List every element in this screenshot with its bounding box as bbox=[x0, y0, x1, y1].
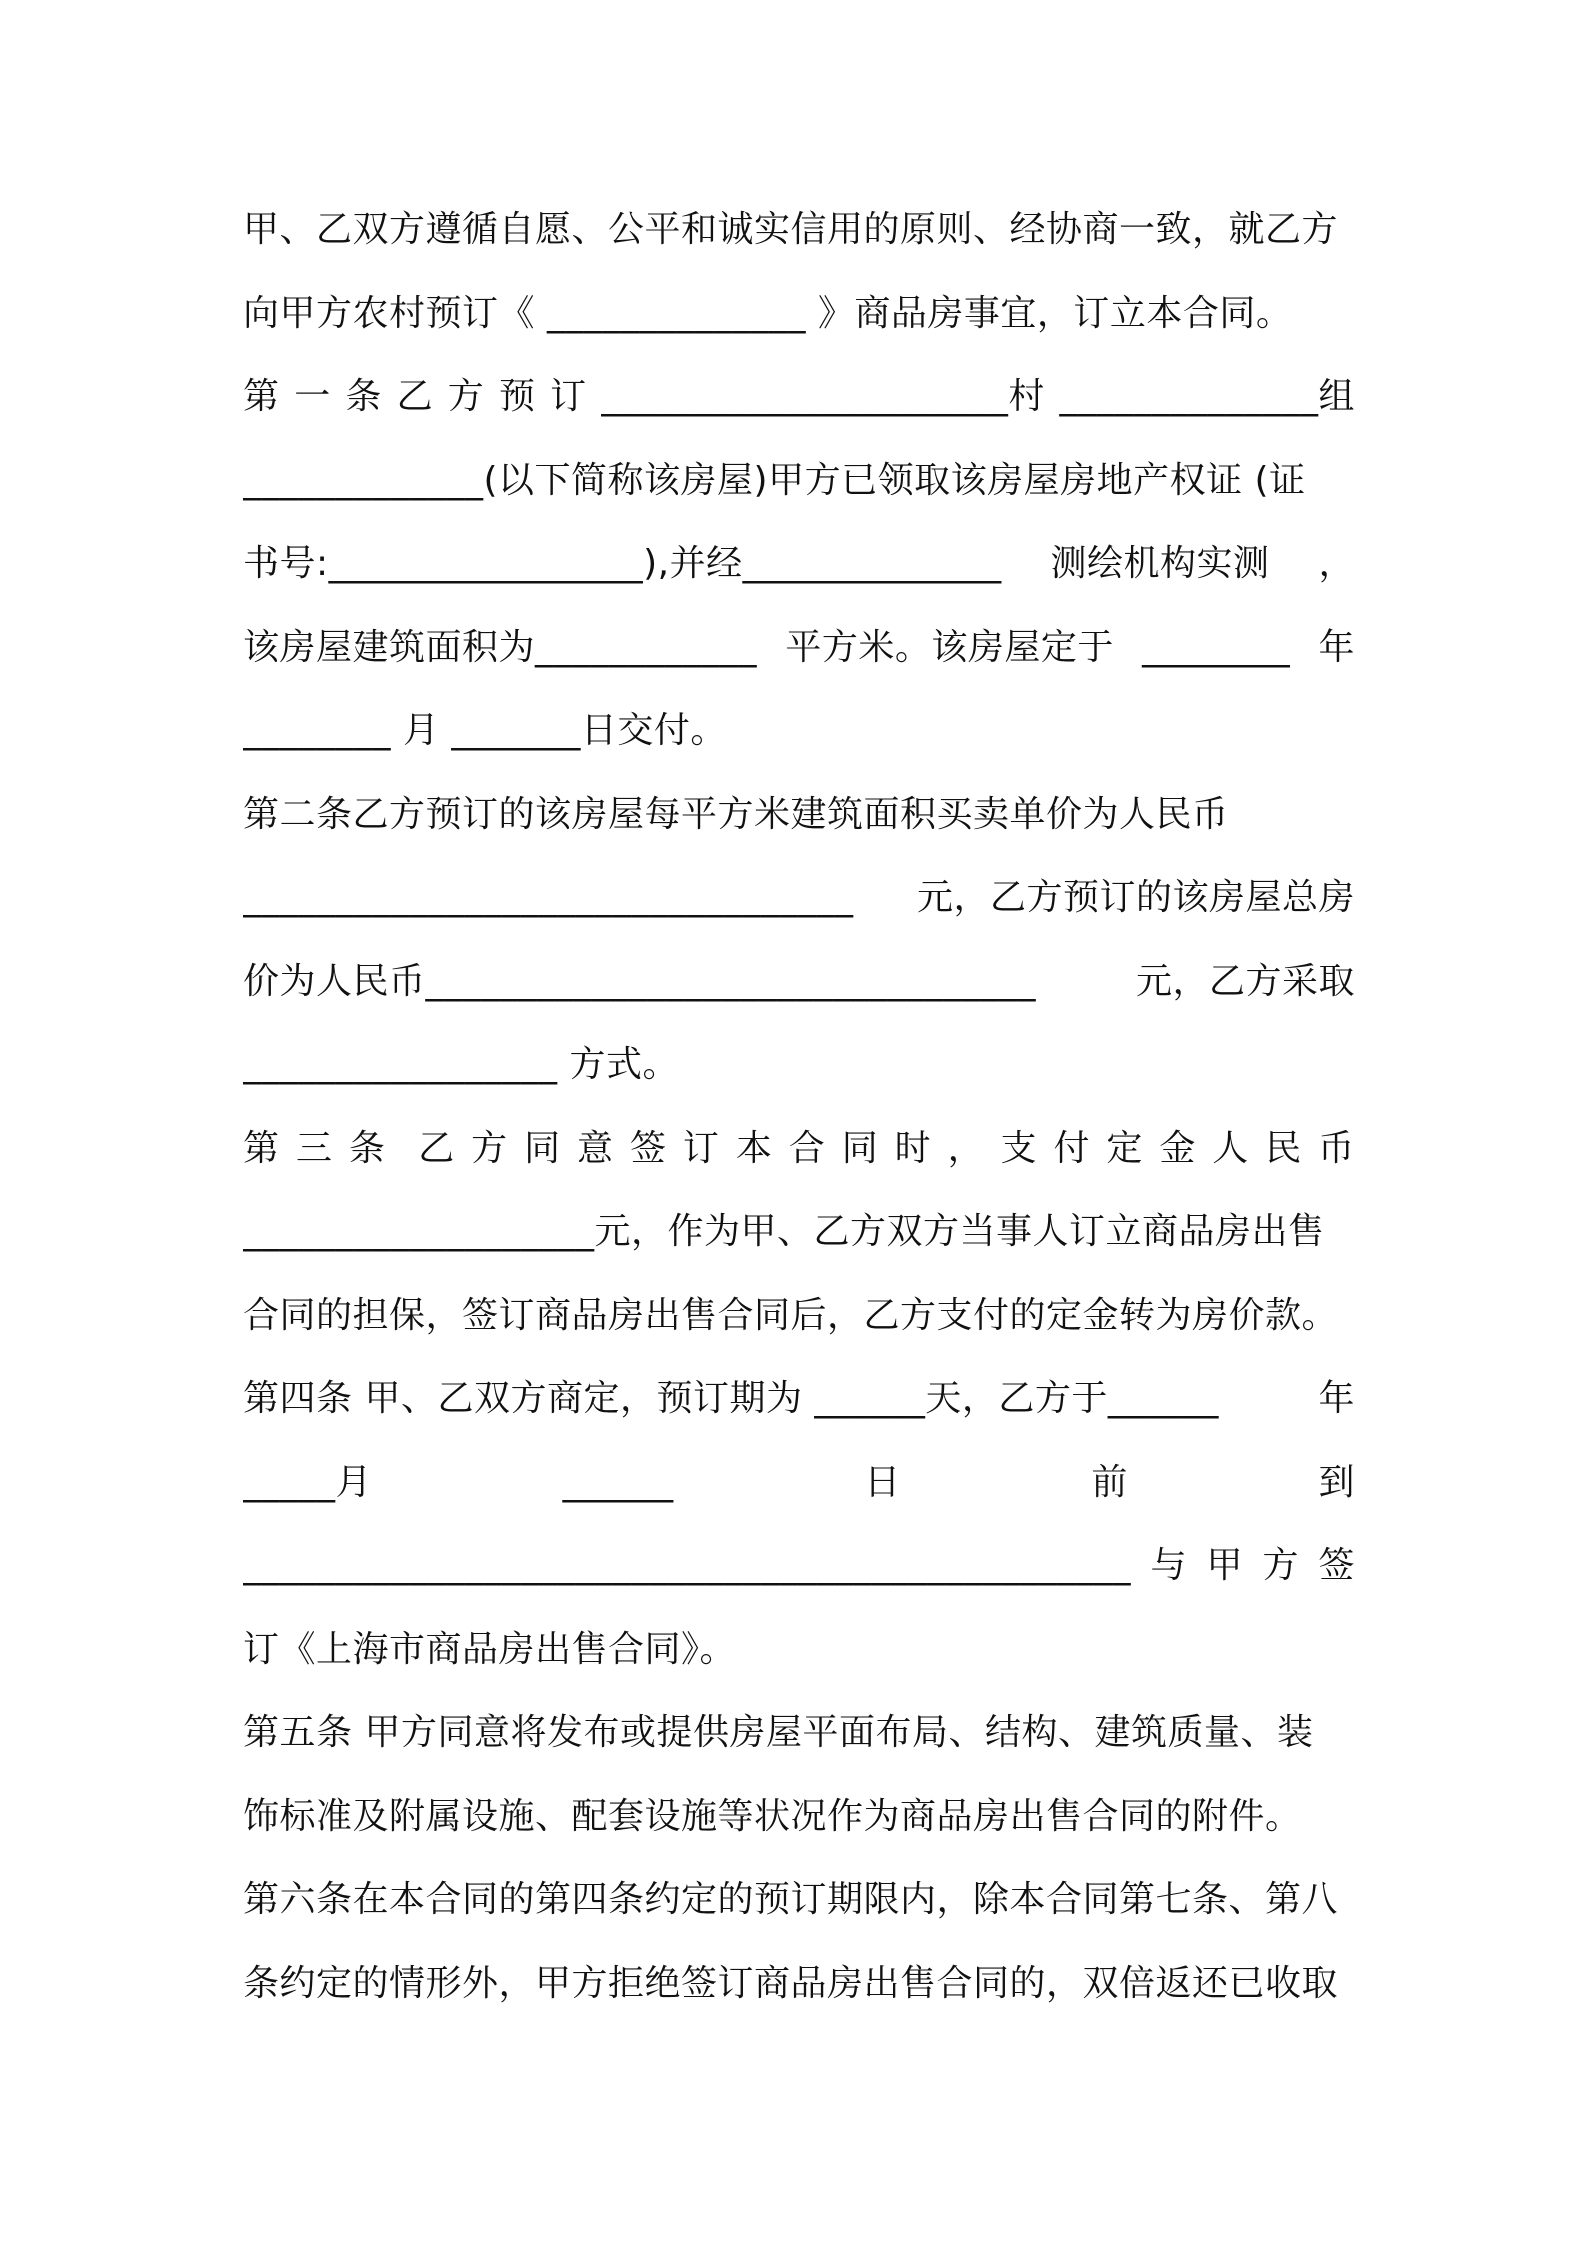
contract-line-segment: 意 bbox=[577, 1128, 614, 1169]
contract-line bbox=[243, 1369, 1355, 1429]
contract-line: 甲、乙双方遵循自愿、公平和诚实信用的原则、经协商一致，就乙方 bbox=[243, 209, 1339, 250]
contract-line: 订《上海市商品房出售合同》。 bbox=[243, 1629, 737, 1670]
contract-line: ___________________元，作为甲、乙方双方当事人订立商品房出售 bbox=[243, 1211, 1325, 1252]
contract-line bbox=[243, 1453, 1355, 1513]
contract-line-segment: 甲 bbox=[1206, 1545, 1243, 1586]
contract-line-segment: 条 bbox=[345, 376, 382, 417]
contract-line-segment: 三 bbox=[295, 1128, 333, 1169]
contract-line bbox=[243, 952, 1355, 1012]
contract-line-segment: 前 bbox=[1091, 1462, 1128, 1503]
contract-line-segment: 一 bbox=[294, 376, 331, 417]
contract-line bbox=[243, 868, 1355, 928]
contract-line-segment: 第 bbox=[243, 1128, 280, 1169]
contract-line-segment: 乙 bbox=[396, 376, 434, 417]
contract-line-segment: 订 bbox=[682, 1128, 720, 1169]
contract-line-segment: 该房屋建筑面积为____________ bbox=[243, 627, 758, 668]
contract-line-segment: ________ bbox=[1142, 627, 1291, 668]
contract-line: _________________ 方式。 bbox=[243, 1044, 679, 1085]
contract-line-segment: 日 bbox=[864, 1462, 901, 1503]
contract-line-segment: 支 bbox=[1000, 1128, 1038, 1169]
contract-line-segment: 签 bbox=[629, 1128, 667, 1169]
contract-line-segment: _____月 bbox=[243, 1462, 373, 1503]
contract-line-segment: 年 bbox=[1318, 1378, 1355, 1419]
contract-line-segment: 合 bbox=[788, 1128, 826, 1169]
contract-line-segment: ， bbox=[947, 1128, 985, 1169]
contract-line-segment: 书号:_________________),并经______________ bbox=[243, 543, 1002, 584]
contract-line-segment: 价为人民币_________________________________ bbox=[243, 961, 1037, 1002]
contract-line-segment: ______ bbox=[562, 1462, 674, 1503]
contract-line-segment: 第四条 甲、乙双方商定，预订期为 ______天，乙方于______ bbox=[243, 1378, 1219, 1419]
contract-line: 饰标准及附属设施、配套设施等状况作为商品房出售合同的附件。 bbox=[243, 1796, 1302, 1837]
contract-line: 第六条在本合同的第四条约定的预订期限内，除本合同第七条、第八 bbox=[243, 1879, 1339, 1920]
contract-line-segment: ______________组 bbox=[1059, 376, 1355, 417]
contract-line-segment: ， bbox=[1318, 543, 1355, 584]
contract-line-segment: 民 bbox=[1265, 1128, 1302, 1169]
contract-line-segment: 定 bbox=[1106, 1128, 1143, 1169]
contract-line-segment: 订 bbox=[550, 376, 587, 417]
contract-line-segment: _________________________________ bbox=[243, 877, 854, 918]
contract-line-segment: 与 bbox=[1150, 1545, 1187, 1586]
contract-line-segment: 本 bbox=[735, 1128, 773, 1169]
contract-line-segment: 付 bbox=[1053, 1128, 1090, 1169]
contract-line-segment: 方 bbox=[447, 376, 485, 417]
contract-line-segment: 方 bbox=[1262, 1545, 1299, 1586]
contract-line-segment: 预 bbox=[498, 376, 536, 417]
contract-line-segment: ________________________________________________ bbox=[243, 1545, 1131, 1586]
contract-line bbox=[243, 367, 1355, 427]
contract-line-segment: 年 bbox=[1318, 627, 1355, 668]
contract-line-segment: 元，乙方预订的该房屋总房 bbox=[916, 877, 1355, 918]
contract-line-segment: 条 bbox=[348, 1128, 386, 1169]
contract-line: 向甲方农村预订《 ______________ 》商品房事宜，订立本合同。 bbox=[243, 293, 1293, 334]
contract-line-segment: 测绘机构实测 bbox=[1050, 543, 1270, 584]
contract-line-segment: ______________________村 bbox=[601, 376, 1045, 417]
contract-line-segment: 人 bbox=[1212, 1128, 1249, 1169]
contract-line-segment: 元，乙方采取 bbox=[1135, 961, 1355, 1002]
contract-line: 合同的担保，签订商品房出售合同后，乙方支付的定金转为房价款。 bbox=[243, 1295, 1339, 1336]
contract-line: _____________(以下简称该房屋)甲方已领取该房屋房地产权证 (证 bbox=[243, 460, 1306, 501]
contract-line-segment: 签 bbox=[1318, 1545, 1355, 1586]
contract-line bbox=[243, 1119, 1355, 1179]
contract-line-segment: 金 bbox=[1159, 1128, 1196, 1169]
contract-line: ________ 月 _______日交付。 bbox=[243, 710, 727, 751]
contract-line-segment: 乙 bbox=[418, 1128, 455, 1169]
contract-line-segment: 第 bbox=[243, 376, 280, 417]
contract-line-segment: 同 bbox=[841, 1128, 879, 1169]
contract-line-segment: 币 bbox=[1318, 1128, 1355, 1169]
contract-line bbox=[243, 1536, 1355, 1596]
contract-line: 条约定的情形外，甲方拒绝签订商品房出售合同的，双倍返还已收取 bbox=[243, 1963, 1339, 2004]
contract-line: 第五条 甲方同意将发布或提供房屋平面布局、结构、建筑质量、装 bbox=[243, 1712, 1314, 1753]
contract-line: 第二条乙方预订的该房屋每平方米建筑面积买卖单价为人民币 bbox=[243, 794, 1229, 835]
contract-line-segment: 平方米。该房屋定于 bbox=[785, 627, 1114, 668]
contract-line bbox=[243, 534, 1355, 594]
contract-line-segment: 到 bbox=[1318, 1462, 1355, 1503]
contract-line-segment: 方 bbox=[471, 1128, 508, 1169]
contract-line-segment: 同 bbox=[524, 1128, 561, 1169]
contract-line-segment: 时 bbox=[894, 1128, 932, 1169]
contract-line bbox=[243, 618, 1355, 678]
